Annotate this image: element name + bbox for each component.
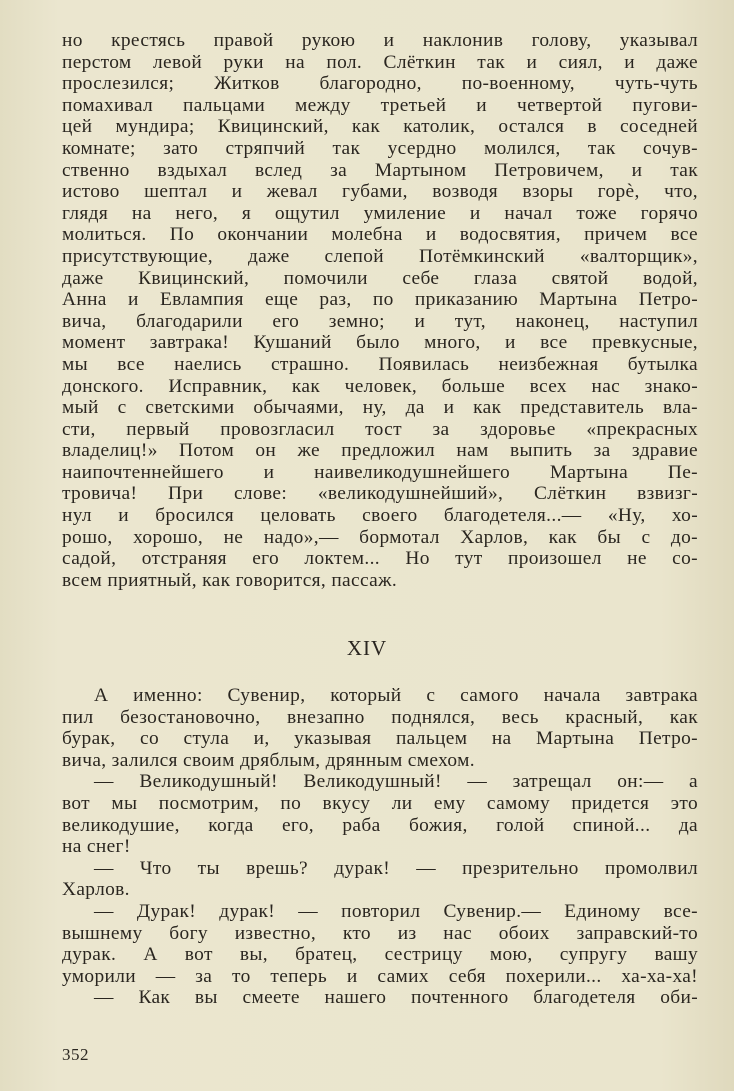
text-line: вышнему богу известно, кто из нас обоих заправский-то [62, 922, 698, 944]
text-line: — Великодушный! Великодушный! — затрещал он:— а [94, 771, 698, 793]
text-line: Харлов. [62, 879, 130, 901]
text-block-bottom [62, 685, 698, 1009]
page-number: 352 [62, 1045, 89, 1064]
text-line: тровича! При слове: «великодушнейший», Слёткин взвизг- [62, 483, 698, 505]
text-line: на снег! [62, 836, 131, 858]
text-line: вича, благодарили его земно; и тут, наконец, наступил [62, 310, 698, 332]
text-line: сти, первый провозгласил тост за здоровье «прекрасных [62, 418, 698, 440]
text-line: ственно вздыхал вслед за Мартыном Петровичем, и так [62, 159, 698, 181]
text-line: но крестясь правой рукою и наклонив голову, указывал [62, 30, 698, 51]
text-line: мый с светскими обычаями, ну, да и как представитель вла- [62, 397, 698, 419]
text-line: владелиц!» Потом он же предложил нам выпить за здравие [62, 440, 698, 462]
text-line: дурак. А вот вы, братец, сестрицу мою, супругу вашу [62, 944, 698, 966]
text-line: великодушие, когда его, раба божия, голой спиной... да [62, 814, 698, 836]
text-line: Анна и Евлампия еще раз, по приказанию Мартына Петро- [62, 289, 698, 311]
text-line: момент завтрака! Кушаний было много, и все превкусные, [62, 332, 698, 354]
text-line: рошо, хорошо, не надо»,— бормотал Харлов, как бы с до- [62, 526, 698, 548]
text-line: — Дурак! дурак! — повторил Сувенир.— Единому все- [94, 900, 698, 922]
text-line: прослезился; Житков благородно, по-военному, чуть-чуть [62, 73, 698, 95]
text-line: А именно: Сувенир, который с самого начала завтрака [94, 685, 698, 706]
text-line: глядя на него, я ощутил умиление и начал тоже горячо [62, 202, 698, 224]
text-line: уморили — за то теперь и самих себя похерили... ха-ха-ха! [62, 965, 698, 987]
text-line: — Как вы смеете нашего почтенного благодетеля оби- [94, 987, 698, 1009]
text-line: помахивал пальцами между третьей и четвертой пугови- [62, 94, 698, 116]
text-line: вича, залился своим дряблым, дрянным смехом. [62, 749, 475, 771]
text-block-top [62, 30, 698, 591]
text-line: пил безостановочно, внезапно поднялся, весь красный, как [62, 706, 698, 728]
text-line: комнате; зато стряпчий так усердно молился, так сочув- [62, 137, 698, 159]
text-line: молиться. По окончании молебна и водосвятия, причем все [62, 224, 698, 246]
text-line: нул и бросился целовать своего благодетеля...— «Ну, хо- [62, 505, 698, 527]
chapter-heading: XIV [346, 636, 388, 660]
text-line: даже Квицинский, помочили себе глаза святой водой, [62, 267, 698, 289]
text-line: бурак, со стула и, указывая пальцем на Мартына Петро- [62, 728, 698, 750]
text-line: мы все наелись страшно. Появилась неизбежная бутылка [62, 353, 698, 375]
text-line: всем приятный, как говорится, пассаж. [62, 569, 398, 591]
text-line: перстом левой руки на пол. Слёткин так и сиял, и даже [62, 51, 698, 73]
text-line: садой, отстраняя его локтем... Но тут произошел не со- [62, 548, 698, 570]
text-line: присутствующие, даже слепой Потёмкинский «валторщик», [62, 245, 698, 267]
text-line: истово шептал и жевал губами, возводя взоры горѐ, что, [62, 181, 698, 203]
text-line: — Что ты врешь? дурак! — презрительно промолвил [94, 857, 698, 879]
text-line: цей мундира; Квицинский, как католик, остался в соседней [62, 116, 698, 138]
text-line: вот мы посмотрим, по вкусу ли ему самому придется это [62, 792, 698, 814]
text-line: наипочтеннейшего и наивеликодушнейшего Мартына Пе- [62, 461, 698, 483]
text-line: донского. Исправник, как человек, больше всех нас знако- [62, 375, 698, 397]
